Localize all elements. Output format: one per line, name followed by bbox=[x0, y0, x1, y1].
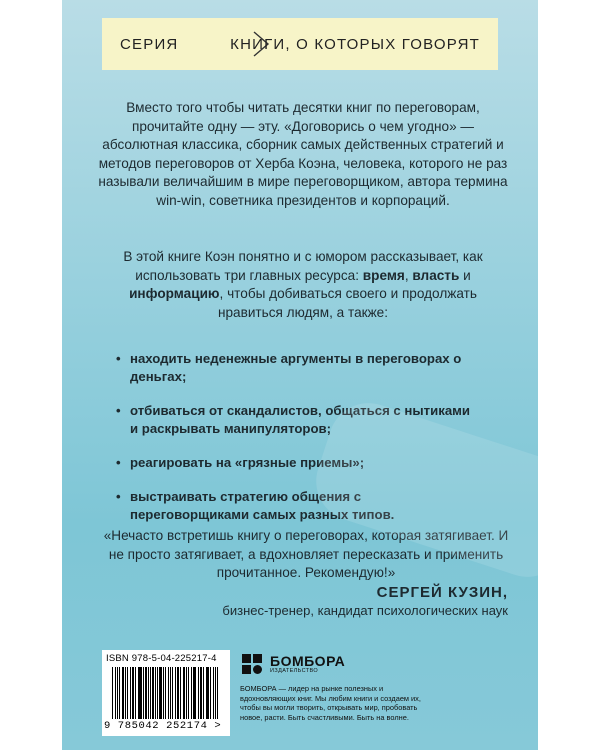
series-title: КНИГИ, О КОТОРЫХ ГОВОРЯТ bbox=[230, 35, 480, 53]
skills-list bbox=[116, 350, 476, 540]
review-quote: «Нечасто встретишь книгу о переговорах, которая затягивает. И не просто затягивает, а вдохновляет пересказать и применить прочитанное. Рекомендую!» bbox=[103, 528, 509, 581]
list-item: • реагировать на «грязные приемы»; bbox=[116, 454, 476, 472]
list-item: • отбиваться от скандалистов, общаться с нытиками и раскрывать манипуляторов; bbox=[116, 402, 476, 438]
list-item: • выстраивать стратегию общения с переговорщиками самых разных типов. bbox=[116, 488, 476, 524]
intro-paragraph: Вместо того чтобы читать десятки книг по переговорам, прочитайте одну — эту. «Договорись о чем угодно» — абсолютная классика, сборник самых действенных стратегий и методов переговоров от Херба Коэна, человека, которого не раз называли величайшим в мире переговорщиком, автора термина win-win, советника президентов и корпораций. bbox=[98, 100, 508, 208]
isbn-label: ISBN 978-5-04-225217-4 bbox=[106, 653, 217, 664]
resources-text-before: В этой книге Коэн понятно и с юмором рассказывает, как использовать три главных ресурса: bbox=[123, 249, 483, 283]
bombora-logo-icon bbox=[240, 652, 264, 676]
resource-time: время bbox=[362, 267, 405, 283]
quote-author bbox=[222, 584, 508, 618]
publisher-block bbox=[240, 652, 500, 722]
publisher-name: БОМБОРА bbox=[270, 653, 346, 669]
resources-paragraph bbox=[98, 248, 508, 322]
author-name: СЕРГЕЙ КУЗИН, bbox=[376, 584, 508, 601]
author-role: бизнес-тренер, кандидат психологических наук bbox=[222, 603, 508, 618]
resource-sep-1: , bbox=[404, 267, 413, 283]
series-banner bbox=[102, 18, 498, 70]
publisher-logo bbox=[240, 652, 500, 676]
barcode-icon bbox=[112, 667, 220, 719]
barcode-digits: 9 785042 252174 > bbox=[104, 720, 222, 732]
resources-text-after: , чтобы добиваться своего и продолжать нравиться людям, а также: bbox=[217, 286, 477, 320]
resource-power: власть bbox=[412, 267, 460, 283]
list-item: • находить неденежные аргументы в переговорах о деньгах; bbox=[116, 350, 476, 386]
book-back-cover bbox=[62, 0, 538, 750]
resource-sep-2: и bbox=[459, 267, 471, 283]
barcode-panel bbox=[102, 650, 230, 736]
publisher-subtitle: ИЗДАТЕЛЬСТВО bbox=[270, 668, 319, 674]
resource-information: информацию bbox=[129, 286, 220, 302]
publisher-description: БОМБОРА — лидер на рынке полезных и вдохновляющих книг. Мы любим книги и создаем их, чтобы вы могли творить, открывать мир, пробовать новое, расти. Быть счастливыми. Быть на волне. bbox=[240, 684, 421, 722]
series-label: СЕРИЯ bbox=[120, 35, 179, 53]
